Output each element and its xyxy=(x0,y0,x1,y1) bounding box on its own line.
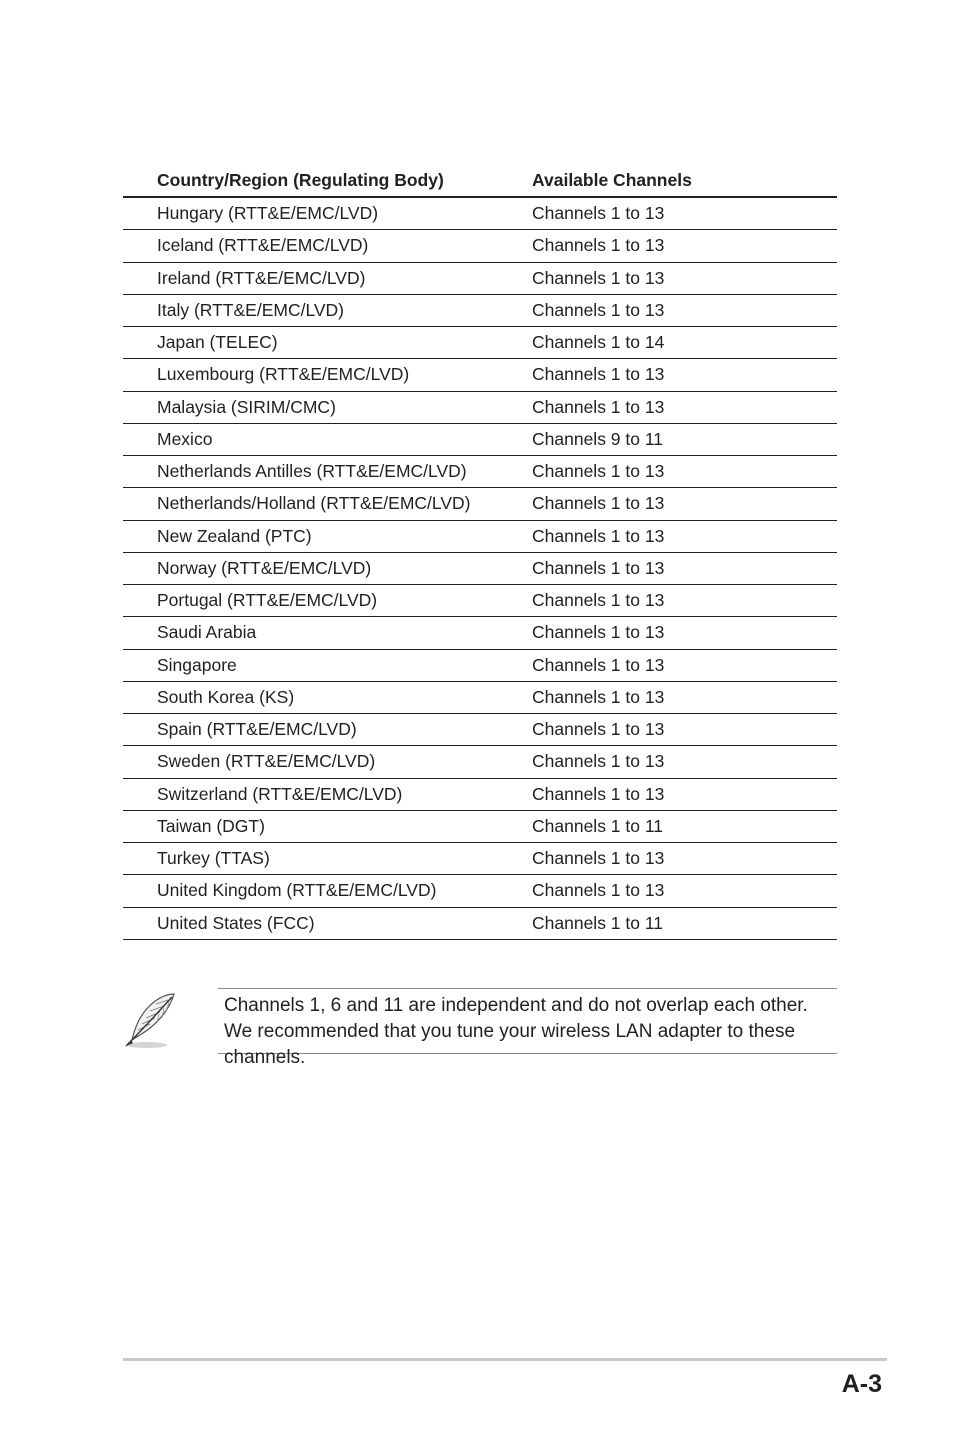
channels-cell: Channels 1 to 13 xyxy=(532,493,665,514)
table-row xyxy=(123,456,837,488)
country-cell: Spain (RTT&E/EMC/LVD) xyxy=(157,719,357,740)
country-cell: Hungary (RTT&E/EMC/LVD) xyxy=(157,203,379,224)
country-cell: South Korea (KS) xyxy=(157,686,295,707)
table-body xyxy=(123,198,837,940)
country-cell: Portugal (RTT&E/EMC/LVD) xyxy=(157,590,378,611)
table-row xyxy=(123,198,837,230)
channels-cell: Channels 1 to 13 xyxy=(532,557,665,578)
country-cell: Ireland (RTT&E/EMC/LVD) xyxy=(157,267,366,288)
channels-cell: Channels 9 to 11 xyxy=(532,428,664,449)
table-row xyxy=(123,488,837,520)
channels-cell: Channels 1 to 13 xyxy=(532,396,665,417)
channels-cell: Channels 1 to 13 xyxy=(532,654,665,675)
channels-cell: Channels 1 to 13 xyxy=(532,751,665,772)
country-cell: Mexico xyxy=(157,428,213,449)
table-row xyxy=(123,617,837,649)
channels-cell: Channels 1 to 13 xyxy=(532,686,665,707)
table-row xyxy=(123,424,837,456)
channel-table xyxy=(123,164,837,940)
country-cell: Saudi Arabia xyxy=(157,622,257,643)
channels-cell: Channels 1 to 13 xyxy=(532,525,665,546)
country-cell: Japan (TELEC) xyxy=(157,332,278,353)
channels-cell: Channels 1 to 13 xyxy=(532,267,665,288)
country-cell: United Kingdom (RTT&E/EMC/LVD) xyxy=(157,880,437,901)
country-cell: Sweden (RTT&E/EMC/LVD) xyxy=(157,751,376,772)
table-row xyxy=(123,295,837,327)
channels-cell: Channels 1 to 11 xyxy=(532,912,664,933)
table-row xyxy=(123,746,837,778)
feather-quill-icon xyxy=(122,990,180,1052)
table-row xyxy=(123,553,837,585)
table-row xyxy=(123,585,837,617)
country-cell: Turkey (TTAS) xyxy=(157,848,270,869)
country-cell: Luxembourg (RTT&E/EMC/LVD) xyxy=(157,364,410,385)
channels-cell: Channels 1 to 13 xyxy=(532,848,665,869)
channels-cell: Channels 1 to 13 xyxy=(532,364,665,385)
channels-cell: Channels 1 to 13 xyxy=(532,461,665,482)
channels-cell: Channels 1 to 14 xyxy=(532,332,665,353)
channels-cell: Channels 1 to 13 xyxy=(532,880,665,901)
country-cell: Netherlands/Holland (RTT&E/EMC/LVD) xyxy=(157,493,471,514)
country-cell: Italy (RTT&E/EMC/LVD) xyxy=(157,299,345,320)
country-cell: Taiwan (DGT) xyxy=(157,815,265,836)
channels-cell: Channels 1 to 13 xyxy=(532,783,665,804)
country-cell: Iceland (RTT&E/EMC/LVD) xyxy=(157,235,369,256)
channels-cell: Channels 1 to 11 xyxy=(532,815,664,836)
table-row xyxy=(123,263,837,295)
table-row xyxy=(123,811,837,843)
table-row xyxy=(123,650,837,682)
country-cell: Malaysia (SIRIM/CMC) xyxy=(157,396,336,417)
table-row xyxy=(123,714,837,746)
channels-cell: Channels 1 to 13 xyxy=(532,235,665,256)
country-cell: Singapore xyxy=(157,654,237,675)
channels-cell: Channels 1 to 13 xyxy=(532,299,665,320)
country-cell: Norway (RTT&E/EMC/LVD) xyxy=(157,557,372,578)
note-text: Channels 1, 6 and 11 are independent and do not overlap each other. We recommended that you tune your wireless LAN adapter to these channels. xyxy=(224,995,808,1068)
page-number: A-3 xyxy=(841,1370,882,1398)
table-row xyxy=(123,682,837,714)
country-cell: Netherlands Antilles (RTT&E/EMC/LVD) xyxy=(157,461,467,482)
table-row xyxy=(123,779,837,811)
channels-cell: Channels 1 to 13 xyxy=(532,719,665,740)
country-cell: New Zealand (PTC) xyxy=(157,525,312,546)
table-row xyxy=(123,843,837,875)
header-country: Country/Region (Regulating Body) xyxy=(157,169,444,190)
country-cell: Switzerland (RTT&E/EMC/LVD) xyxy=(157,783,403,804)
channels-cell: Channels 1 to 13 xyxy=(532,203,665,224)
table-row xyxy=(123,392,837,424)
header-channels: Available Channels xyxy=(532,169,692,190)
table-row xyxy=(123,875,837,907)
table-header xyxy=(123,164,837,198)
table-row xyxy=(123,908,837,940)
table-row xyxy=(123,327,837,359)
table-row xyxy=(123,230,837,262)
channels-cell: Channels 1 to 13 xyxy=(532,590,665,611)
country-cell: United States (FCC) xyxy=(157,912,315,933)
channels-cell: Channels 1 to 13 xyxy=(532,622,665,643)
note-box xyxy=(218,988,837,1068)
table-row xyxy=(123,359,837,391)
footer-divider xyxy=(123,1358,887,1361)
table-row xyxy=(123,521,837,553)
